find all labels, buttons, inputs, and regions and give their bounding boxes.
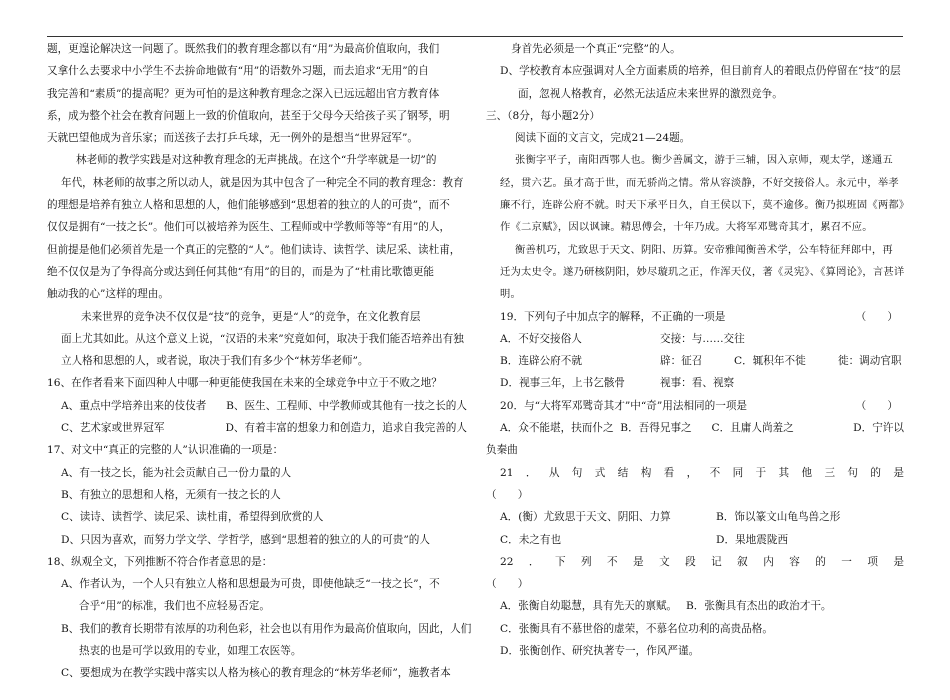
question-19-gloss-c: 徙：调动官职 [838,355,902,368]
header-rule [47,36,903,37]
question-19-option-c[interactable]: C．辄积年不徙 [734,355,806,368]
essay-line: 系，成为整个社会在教育问题上一致的价值取向，甚至于父母今天给孩子买了钢琴，明 [47,109,450,122]
passage-line: 衡善机巧，尤致思于天文、阴阳、历算。安帝雅闻衡善术学，公车特征拜郎中，再 [515,243,893,256]
question-19-stem [486,306,904,328]
answer-paren[interactable]: （ ） [486,578,529,591]
question-18-option-d-cont: 面，忽视人格教育，必然无法适应未来世界的激烈竞争。 [518,87,783,100]
question-20-option-c[interactable]: C．且庸人尚羞之 [711,422,794,435]
question-17-stem: 17、对文中“真正的完整的人”认识准确的一项是： [47,444,284,457]
question-19-option-a[interactable]: A．不好交接俗人 [500,332,582,345]
question-22-stem-char: 是 [633,555,644,568]
passage-line: 明。 [500,288,521,301]
question-21-stem-char: 看 [663,466,675,479]
answer-paren[interactable]: （ ） [855,399,898,412]
question-16-stem: 16、在作者看来下面四种人中哪一种更能使我国在未来的全球竞争中立于不败之地？ [47,377,442,390]
question-21-options-row-1 [486,506,904,528]
question-18-option-c-cont: 身首先必须是一个真正“完整”的人。 [511,43,681,55]
essay-line: 又拿什么去要求中小学生不去拚命地做有“用”的语数外习题，而去追求“无用”的自 [47,65,429,78]
question-21-stem-char: 从 [548,466,560,479]
question-21-stem-char: 他 [801,466,813,479]
essay-line: 我完善和“素质”的提高呢？更为可怕的是这种教育理念之深入已远远超出官方教育体 [47,87,440,100]
essay-line: 天就巴望他成为音乐家；而送孩子去打乒乓球，无一例外的是想当“世界冠军”。 [47,132,419,145]
question-19-gloss-d: 视事：看、视察 [660,377,735,390]
question-21-stem-char: 于 [755,466,767,479]
question-21-stem-char: ， [686,466,698,479]
question-22-stem-char: 记 [711,555,722,568]
question-21-stem-char: 同 [732,466,744,479]
question-17-option-c[interactable]: C、读诗、读哲学、读尼采、读杜甫，希望得到欣赏的人 [61,511,324,524]
question-22-options-row-1 [486,595,904,617]
question-21-options-row-2 [486,529,904,551]
question-22-stem-char: 22 [500,555,514,568]
question-17-option-b[interactable]: B、有独立的思想和人格，无须有一技之长的人 [61,488,281,501]
question-21-stem-char: 句 [571,466,583,479]
question-18-option-d[interactable]: D、学校教育本应强调对人全方面素质的培养，但目前育人的着眼点仍停留在“技”的层 [500,65,901,78]
question-20-option-a[interactable]: A．众不能堪，扶而仆之 [500,422,614,435]
question-21-stem-char: 21 [500,466,514,479]
essay-line: 题，更遑论解决这一问题了。既然我们的教育理念都以有“用”为最高价值取向，我们 [47,43,440,55]
passage-line: 迁为太史令。遂乃研核阴阳，妙尽璇玑之正，作浑天仪，著《灵宪》、《算罔论》，言甚详 [500,265,905,278]
question-22-stem-char: 段 [685,555,696,568]
passage-line: 经，贯六艺。虽才高于世，而无骄尚之情。常从容淡静，不好交接俗人。永元中，举孝 [500,176,899,189]
section-3-instruction: 阅读下面的文言文，完成21—24题。 [515,132,691,145]
question-22-stem-char: ． [528,555,540,568]
question-16-options-row-1 [47,395,467,417]
question-22-stem-char: 的 [815,555,826,568]
essay-line: 未来世界的竞争决不仅仅是“技”的竞争，更是“人”的竞争，在文化教育层 [81,310,421,323]
left-column [47,38,472,685]
question-21-stem [486,462,904,484]
question-21-option-d[interactable]: D．果地震陇西 [716,533,789,546]
essay-line: 触动我的心”这样的理由。 [47,288,169,301]
passage-line: 作《二京赋》，因以讽谏。精思傅会，十年乃成。大将军邓骘奇其才，累召不应。 [500,221,873,234]
essay-line: 绝不仅仅是为了争得高分或达到任何其他“有用”的目的，而是为了“杜甫比歌德更能 [47,265,435,278]
essay-line: 但前提是他们必须首先是一个真正的完整的“人”。他们读诗、读哲学、读尼采、读杜甫， [47,243,461,256]
question-18-option-a[interactable]: A、作者认为，一个人只有独立人格和思想最为可贵，即使他缺乏“一技之长”，不 [61,578,440,591]
question-22-stem-char: 下 [554,555,566,568]
answer-paren[interactable]: （ ） [486,488,529,501]
question-21-option-a[interactable]: A．(衡）尤致思于天文、阴阳、力算 [500,511,671,524]
question-21-option-c[interactable]: C．未之有也 [500,533,562,546]
passage-line: 张衡字平子，南阳西鄂人也。衡少善属文，游于三辅，因入京师，观太学，遂通五 [515,154,893,167]
question-21-stem-char: 结 [617,466,629,479]
question-16-options-row-2 [47,417,467,439]
question-22-stem-char: 一 [841,555,852,568]
question-21-stem-char: 不 [709,466,721,479]
section-3-heading: 三、（8分，每小题2分） [486,109,601,122]
question-21-stem-char: 构 [640,466,652,479]
question-20-options [486,417,904,439]
question-20-option-d[interactable]: D．宁许以 [853,422,904,435]
question-16-option-b[interactable]: B、医生、工程师、中学教师或其他有一技之长的人 [226,399,467,412]
question-18-option-a-cont: 合乎“用”的标准，我们也不应轻易否定。 [79,600,270,613]
question-21-stem-char: 其 [778,466,790,479]
question-22-option-c[interactable]: C．张衡具有不慕世俗的虚荣，不慕名位功利的高贵品格。 [500,622,773,635]
question-21-stem-char: 是 [893,466,904,479]
question-18-option-b[interactable]: B、我们的教育长期带有浓厚的功利色彩，社会也以有用作为最高价值取向，因此，人们 [61,622,472,635]
essay-line: 仅仅是拥有“一技之长”。他们可以被培养为医生、工程师或中学教师等等“有用”的人， [47,221,451,234]
question-17-option-d[interactable]: D、只因为喜欢，而努力学文学、学哲学，感到“思想着的独立的人的可贵”的人 [61,533,430,546]
question-17-option-a[interactable]: A、有一技之长，能为社会贡献自己一份力量的人 [61,466,292,479]
question-20-text: 20．与“大将军邓骘奇其才”中“奇”用法相同的一项是 [500,399,748,412]
essay-line: 林老师的教学实践是对这种教育理念的无声挑战。在这个“升学率就是一切”的 [76,154,437,167]
question-19-row-a [486,328,904,350]
question-22-stem-char: 内 [763,555,774,568]
essay-line: 面上尤其如此。从这个意义上说，“汉语的未来”究竟如何，取决于我们能否培养出有独 [61,332,464,345]
question-22-stem-char: 是 [893,555,904,568]
question-22-option-a[interactable]: A．张衡自幼聪慧，具有先天的禀赋。 [500,600,678,613]
question-19-gloss-b: 辟：征召 [660,355,703,368]
question-22-stem-char: 叙 [737,555,748,568]
question-19-row-bc [486,350,904,372]
question-16-option-d[interactable]: D、有着丰富的想象力和创造力，追求自我完善的人 [225,422,467,435]
question-20-stem [486,395,904,417]
question-19-gloss-a: 交接：与……交往 [660,332,745,345]
question-22-stem-char: 容 [789,555,800,568]
question-21-stem-char: 的 [870,466,881,479]
essay-line: 的理想是培养有独立人格和思想的人，他们能够感到“思想着的独立的人的可贵”，而不 [47,199,450,212]
question-22-option-d[interactable]: D．张衡创作、研究执著专一，作风严谨。 [500,645,700,658]
question-19-option-b[interactable]: B．连辟公府不就 [500,355,582,368]
question-20-option-b[interactable]: B．吾得兄事之 [620,422,692,435]
essay-line: 立人格和思想的人，或者说，取决于我们有多少个“林芳华老师”。 [61,355,369,368]
question-21-stem-char: 句 [847,466,859,479]
question-18-option-b-cont: 热衷的也是可学以致用的专业，如理工农医等。 [79,645,302,658]
question-18-stem: 18、纵观全文，下列推断不符合作者意思的是： [47,555,273,568]
question-19-row-d [486,372,904,394]
question-20-option-d-cont: 负秦曲 [486,444,518,457]
question-22-stem [486,551,904,573]
question-18-option-c[interactable]: C、要想成为在教学实践中落实以人格为核心的教育理念的“林芳华老师”，施教者本 [61,667,451,680]
essay-line: 年代，林老师的故事之所以动人，就是因为其中包含了一种完全不同的教育理念：教育 [61,176,464,189]
answer-paren[interactable]: （ ） [855,310,898,323]
question-21-option-b[interactable]: B．饰以篆文山龟鸟兽之形 [716,511,841,524]
question-21-stem-char: 式 [594,466,606,479]
passage-line: 廉不行，连辟公府不就。时天下承平日久，自王侯以下，莫不逾侈。衡乃拟班固《两都》 [500,199,910,212]
question-16-option-a[interactable]: A、重点中学培养出来的伎伎者 [61,399,207,412]
question-22-option-b[interactable]: B．张衡具有杰出的政治才干。 [686,600,832,613]
question-16-option-c[interactable]: C、艺术家或世界冠军 [61,422,165,435]
question-22-stem-char: 不 [607,555,618,568]
question-21-stem-char: ． [525,466,537,479]
question-19-option-d[interactable]: D．视事三年，上书乞骸骨 [500,377,626,390]
right-column [486,38,910,662]
question-22-stem-char: 项 [867,555,878,568]
question-22-stem-char: 文 [659,555,670,568]
question-19-text: 19．下列句子中加点字的解释，不正确的一项是 [500,310,726,323]
question-22-stem-char: 列 [580,555,592,568]
question-21-stem-char: 三 [824,466,836,479]
